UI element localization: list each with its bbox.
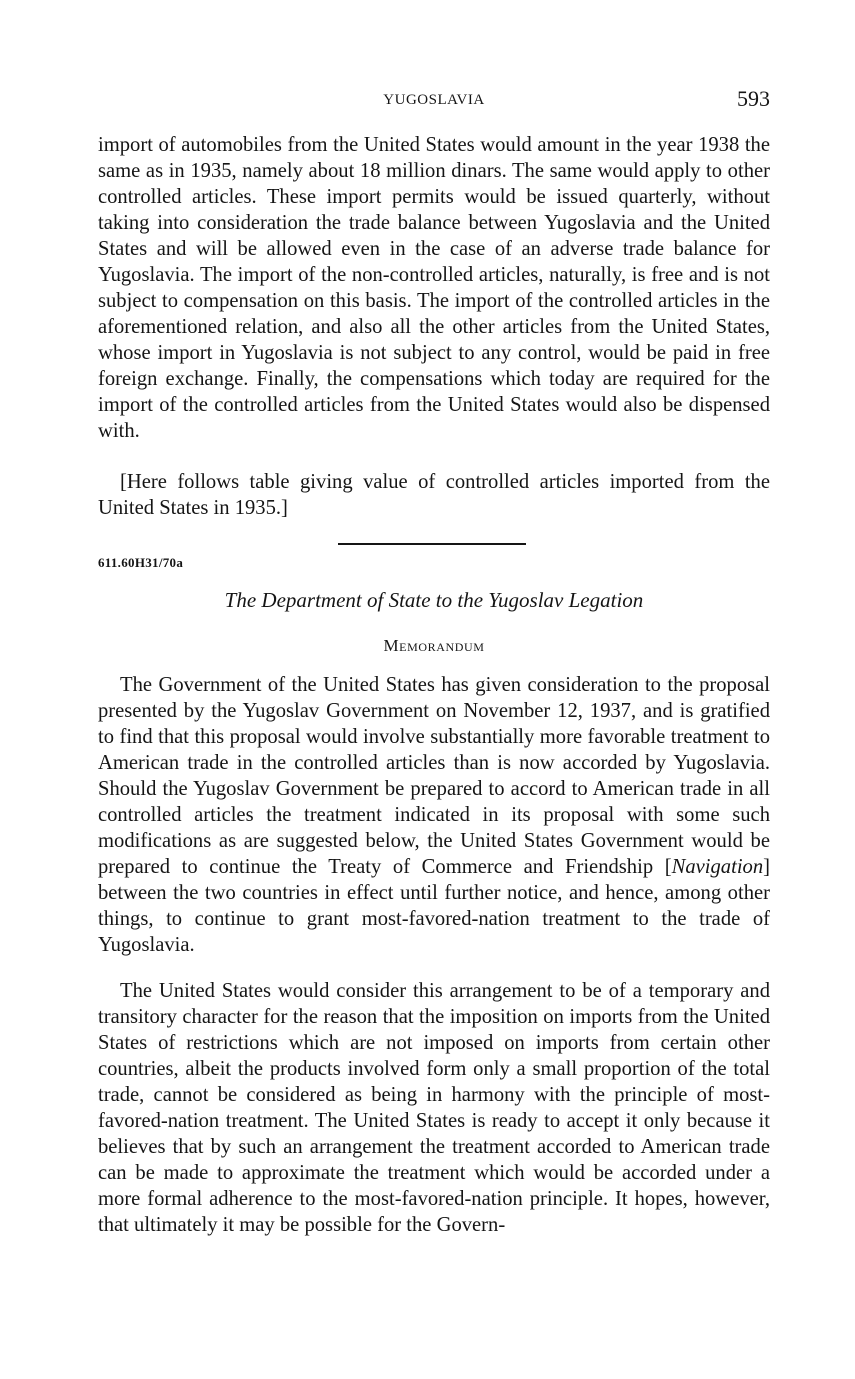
continued-paragraph <box>98 132 770 444</box>
document-type: Memorandum <box>383 636 485 655</box>
paragraph-text-part: The Government of the United States has given consideration to the proposal presented by the Yugoslav Government on November 12, 1937, and is gratified to find that this proposal would involve substantially more favorable treatment to American trade in the controlled articles than is now accorded by Yugoslavia. Should the Yugoslav Government be prepared to accord to American trade in all controlled articles the treatment indicated in its proposal with some such modifications as are suggested below, the United States Government would be prepared to continue the Treaty of Commerce and Friendship [ <box>98 674 770 878</box>
file-number: 611.60H31/70a <box>98 555 184 570</box>
running-title: YUGOSLAVIA <box>383 92 485 108</box>
paragraph-text: The United States would consider this arrangement to be of a temporary and transitory character for the reason that the imposition on imports from the United States of restrictions which are not imposed on imports from certain other countries, albeit the products involved form only a small proportion of the total trade, cannot be considered as being in harmony with the principle of most-favored-nation treatment. The United States is ready to accept it only because it believes that by such an arrangement the treatment accorded to American trade can be made to approximate the treatment which would be accorded under a more formal adherence to the most-favored-nation principle. It hopes, however, that ultimately it may be possible for the Govern- <box>98 980 770 1236</box>
paragraph-text: import of automobiles from the United States would amount in the year 1938 the same as in 1935, namely about 18 million dinars. The same would apply to other controlled articles. These import permits would be issued quarterly, without taking into consideration the trade balance between Yugoslavia and the United States and will be allowed even in the case of an adverse trade balance for Yugoslavia. The import of the non-controlled articles, naturally, is free and is not subject to compensation on this basis. The import of the controlled articles in the aforementioned relation, and also all the other articles from the United States, whose import in Yugoslavia is not subject to any control, would be paid in free foreign exchange. Finally, the compensations which today are required for the import of the controlled articles from the United States would also be dispensed with. <box>98 134 770 442</box>
editorial-note-text: [Here follows table giving value of controlled articles imported from the United States in 1935.] <box>98 471 770 519</box>
section-divider <box>338 543 526 545</box>
document-title: The Department of State to the Yugoslav Legation <box>224 588 644 612</box>
memorandum-paragraph-1 <box>98 672 770 958</box>
paragraph-text-part: ] between the two countries in effect until further notice, and hence, among other things, to continue to grant most-favored-nation treatment to the trade of Yugoslavia. <box>98 856 770 956</box>
italic-insertion: Navigation <box>671 856 764 878</box>
paragraph-text <box>98 672 770 958</box>
editorial-note <box>98 469 770 521</box>
page-number: 593 <box>737 86 770 111</box>
memorandum-paragraph-2 <box>98 978 770 1238</box>
running-header <box>98 86 770 118</box>
